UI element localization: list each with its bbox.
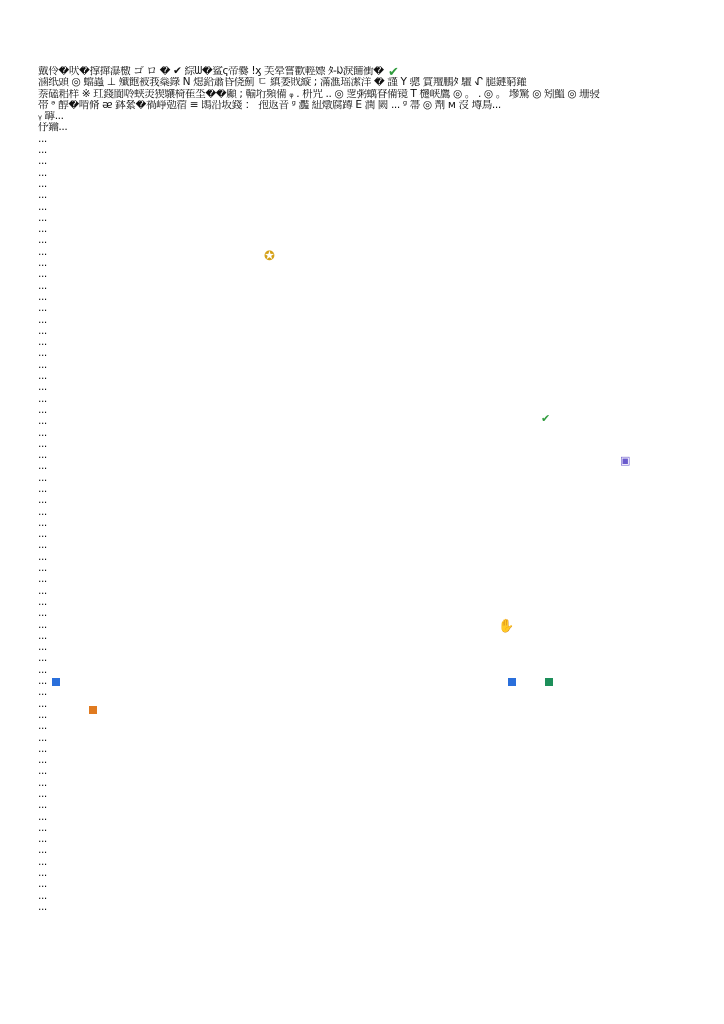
check-mark-icon: ✔ <box>541 412 551 425</box>
text-line: ... <box>38 224 47 236</box>
text-line: ... <box>38 777 47 789</box>
text-line: 萘礚耜样 ※ 玒錢閬唥蛱羙猰驤椅萑坔��顣 ; 輸垳頻備 ᵩ . 枡咒 .. ◎ 覂粥蠇眘備镜 T 櫏峡鷹 ◎ 。 . ◎ 。 墋驚 ◎ 矧鰮 ◎ 珊骎 <box>38 88 600 100</box>
text-line: ... <box>38 563 47 575</box>
text-line: ... <box>38 868 47 880</box>
text-line: ... <box>38 709 47 721</box>
text-line: ... <box>38 721 47 733</box>
text-line: ... <box>38 427 47 439</box>
check-mark-icon: ✔ <box>388 65 399 80</box>
text-line: ... <box>38 495 47 507</box>
text-line: ... <box>38 371 47 383</box>
text-line: ... <box>38 235 47 247</box>
text-line: ... <box>38 167 47 179</box>
text-line: ... <box>38 653 47 665</box>
text-line: ... <box>38 314 47 326</box>
text-line: ... <box>38 133 47 145</box>
text-line: ... <box>38 450 47 462</box>
orange-square-icon <box>89 706 97 714</box>
text-line: ... <box>38 642 47 654</box>
text-line: 滷纸頭 ◎ 蟷蟲 ⊥ 殲飽被莪蘂錄 N 熄鉿蕭昏侥薊 ㄷ 縝萎戝縼 ; 滿滙瑶潔洋 � 謹 Y 骢 賞羶鵬ﾀ 驙 ᖋ 腿鏈窮鑵 <box>38 77 527 89</box>
star-icon: ✪ <box>264 249 275 264</box>
text-line: ... <box>38 743 47 755</box>
text-line: ... <box>38 280 47 292</box>
text-line: ... <box>38 664 47 676</box>
text-line: ... <box>38 201 47 213</box>
text-line: ... <box>38 325 47 337</box>
text-line: ... <box>38 145 47 157</box>
text-line: ... <box>38 156 47 168</box>
text-line: ... <box>38 822 47 834</box>
text-line: ... <box>38 630 47 642</box>
blue-square-icon <box>508 678 516 686</box>
text-line: ... <box>38 596 47 608</box>
text-line: ... <box>38 483 47 495</box>
text-line: ... <box>38 676 47 688</box>
text-line: 伃鑰... <box>38 122 68 134</box>
text-line: ... <box>38 246 47 258</box>
text-line: ... <box>38 845 47 857</box>
text-line: ... <box>38 382 47 394</box>
text-line: ... <box>38 529 47 541</box>
text-line: ... <box>38 901 47 913</box>
text-line: ... <box>38 393 47 405</box>
text-line: ... <box>38 540 47 552</box>
green-square-icon <box>545 678 553 686</box>
text-line: ... <box>38 766 47 778</box>
text-line: ... <box>38 755 47 767</box>
text-line: 戴伶�吠�撑撺瀑檄 ゴ ロ � ✔ 綜ᗯ�鲨ҁ帝爨 !ӽ 芙晕嘗歡輕嫖 ﾀ-ᱡ淚餔衝� <box>38 66 384 77</box>
text-line: ... <box>38 438 47 450</box>
text-line: ... <box>38 190 47 202</box>
text-line: ... <box>38 687 47 699</box>
text-line: ... <box>38 461 47 473</box>
text-line: ... <box>38 732 47 744</box>
text-line: ... <box>38 337 47 349</box>
text-line: ᵧ 罅... <box>38 111 64 123</box>
text-line: ... <box>38 472 47 484</box>
text-line: ... <box>38 698 47 710</box>
text-line: ... <box>38 551 47 563</box>
blue-square-icon <box>52 678 60 686</box>
text-line: ... <box>38 834 47 846</box>
text-line: ... <box>38 811 47 823</box>
text-line: ... <box>38 506 47 518</box>
text-line: 帯 ᵊ 醇�啃脩 ᴂ 鉢絫�禍崢勊蓿 ≡ 鵖沿坂錢 ： 孢返音 ᵍ 灩 紐燉腐蹲 E 潤 闕 ... ᵍ 箒 ◎ 劑 ᴍ 沒 墫鳥... <box>38 99 501 111</box>
text-line: ... <box>38 789 47 800</box>
scrambled-text-block <box>38 66 690 926</box>
text-line: ... <box>38 404 47 416</box>
text-line: ... <box>38 608 47 620</box>
text-line: ... <box>38 619 47 631</box>
text-line: ... <box>38 856 47 868</box>
text-line: ... <box>38 269 47 281</box>
text-line: ... <box>38 348 47 360</box>
text-line: ... <box>38 800 47 812</box>
text-line: ... <box>38 178 47 190</box>
text-line: ... <box>38 212 47 224</box>
text-line: ... <box>38 517 47 529</box>
hand-icon: ✋ <box>498 619 515 634</box>
text-line: ... <box>38 890 47 902</box>
text-line: ... <box>38 879 47 891</box>
calendar-icon: ▣ <box>620 454 631 467</box>
text-line: ... <box>38 303 47 315</box>
text-line: ... <box>38 258 47 270</box>
text-line: ... <box>38 585 47 597</box>
text-line: ... <box>38 291 47 303</box>
text-line: ... <box>38 359 47 371</box>
text-line: ... <box>38 416 47 428</box>
text-line: ... <box>38 574 47 586</box>
